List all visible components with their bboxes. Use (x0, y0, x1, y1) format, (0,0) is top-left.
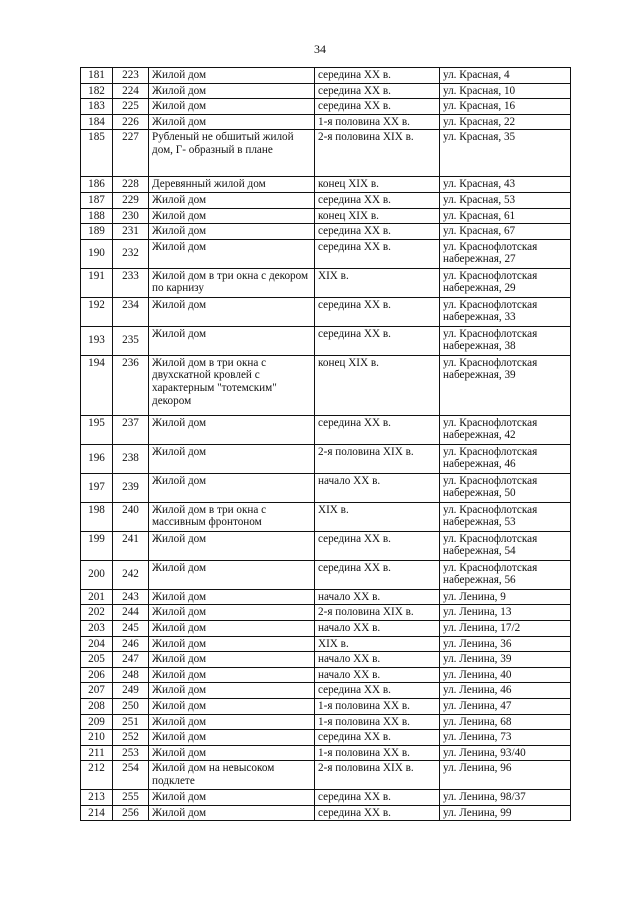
object-number-cell: 247 (113, 652, 149, 668)
object-number-cell: 223 (113, 68, 149, 84)
dating-cell: 2-я половина XIX в. (315, 130, 440, 177)
row-number-cell: 207 (81, 683, 113, 699)
object-name-cell: Жилой дом (149, 415, 315, 444)
object-name-cell: Жилой дом (149, 444, 315, 473)
table-row (81, 698, 571, 714)
table-row (81, 444, 571, 473)
object-number-cell: 237 (113, 415, 149, 444)
dating-cell: середина XX в. (315, 805, 440, 821)
object-number-cell: 252 (113, 730, 149, 746)
row-number-cell: 211 (81, 745, 113, 761)
object-number-cell: 244 (113, 605, 149, 621)
object-number-cell: 241 (113, 531, 149, 560)
table-row (81, 790, 571, 806)
object-number-cell: 230 (113, 208, 149, 224)
table-row (81, 473, 571, 502)
dating-cell: начало XX в. (315, 652, 440, 668)
object-number-cell: 235 (113, 326, 149, 355)
address-cell: ул. Ленина, 98/37 (440, 790, 571, 806)
object-name-cell: Жилой дом (149, 730, 315, 746)
dating-cell: 2-я половина XIX в. (315, 761, 440, 790)
table-row (81, 192, 571, 208)
dating-cell: начало XX в. (315, 620, 440, 636)
page-number: 34 (314, 42, 326, 56)
table-row (81, 68, 571, 84)
dating-cell: середина XX в. (315, 415, 440, 444)
address-cell: ул. Красная, 16 (440, 99, 571, 115)
address-cell: ул. Красная, 67 (440, 224, 571, 240)
object-name-cell: Рубленый не обшитый жилой дом, Г- образный в плане (149, 130, 315, 177)
dating-cell: конец XIX в. (315, 177, 440, 193)
row-number-cell: 201 (81, 589, 113, 605)
dating-cell: середина XX в. (315, 224, 440, 240)
dating-cell: середина XX в. (315, 326, 440, 355)
dating-cell: конец XIX в. (315, 355, 440, 415)
address-cell: ул. Краснофлотская набережная, 53 (440, 502, 571, 531)
object-number-cell: 238 (113, 444, 149, 473)
object-number-cell: 227 (113, 130, 149, 177)
dating-cell: середина XX в. (315, 730, 440, 746)
address-cell: ул. Ленина, 46 (440, 683, 571, 699)
dating-cell: 2-я половина XIX в. (315, 605, 440, 621)
row-number-cell: 182 (81, 83, 113, 99)
address-cell: ул. Краснофлотская набережная, 56 (440, 560, 571, 589)
table-row (81, 652, 571, 668)
row-number-cell: 185 (81, 130, 113, 177)
object-number-cell: 233 (113, 268, 149, 297)
object-name-cell: Жилой дом (149, 667, 315, 683)
object-name-cell: Жилой дом (149, 560, 315, 589)
table-row (81, 114, 571, 130)
dating-cell: середина XX в. (315, 560, 440, 589)
table-row (81, 239, 571, 268)
object-name-cell: Жилой дом (149, 698, 315, 714)
address-cell: ул. Краснофлотская набережная, 54 (440, 531, 571, 560)
object-number-cell: 253 (113, 745, 149, 761)
object-name-cell: Жилой дом (149, 683, 315, 699)
row-number-cell: 203 (81, 620, 113, 636)
object-name-cell: Жилой дом (149, 239, 315, 268)
row-number-cell: 213 (81, 790, 113, 806)
dating-cell: середина XX в. (315, 790, 440, 806)
dating-cell: середина XX в. (315, 683, 440, 699)
dating-cell: 1-я половина XX в. (315, 114, 440, 130)
row-number-cell: 198 (81, 502, 113, 531)
object-number-cell: 232 (113, 239, 149, 268)
address-cell: ул. Краснофлотская набережная, 50 (440, 473, 571, 502)
dating-cell: середина XX в. (315, 192, 440, 208)
dating-cell: начало XX в. (315, 589, 440, 605)
row-number-cell: 196 (81, 444, 113, 473)
object-name-cell: Жилой дом в три окна с декором по карнизу (149, 268, 315, 297)
object-name-cell: Жилой дом (149, 805, 315, 821)
table-row (81, 714, 571, 730)
row-number-cell: 200 (81, 560, 113, 589)
address-cell: ул. Ленина, 93/40 (440, 745, 571, 761)
address-cell: ул. Ленина, 39 (440, 652, 571, 668)
dating-cell: конец XIX в. (315, 208, 440, 224)
address-cell: ул. Ленина, 9 (440, 589, 571, 605)
table-row (81, 605, 571, 621)
object-number-cell: 226 (113, 114, 149, 130)
table-row (81, 805, 571, 821)
object-name-cell: Жилой дом (149, 114, 315, 130)
object-number-cell: 249 (113, 683, 149, 699)
address-cell: ул. Краснофлотская набережная, 27 (440, 239, 571, 268)
dating-cell: начало XX в. (315, 473, 440, 502)
address-cell: ул. Ленина, 47 (440, 698, 571, 714)
object-name-cell: Жилой дом (149, 652, 315, 668)
row-number-cell: 214 (81, 805, 113, 821)
row-number-cell: 204 (81, 636, 113, 652)
object-number-cell: 246 (113, 636, 149, 652)
address-cell: ул. Красная, 22 (440, 114, 571, 130)
object-name-cell: Жилой дом (149, 208, 315, 224)
object-name-cell: Жилой дом (149, 297, 315, 326)
dating-cell: 1-я половина XX в. (315, 698, 440, 714)
row-number-cell: 208 (81, 698, 113, 714)
object-name-cell: Жилой дом (149, 745, 315, 761)
dating-cell: XIX в. (315, 502, 440, 531)
object-number-cell: 228 (113, 177, 149, 193)
row-number-cell: 206 (81, 667, 113, 683)
object-name-cell: Деревянный жилой дом (149, 177, 315, 193)
row-number-cell: 183 (81, 99, 113, 115)
object-name-cell: Жилой дом (149, 636, 315, 652)
table-row (81, 326, 571, 355)
table-row (81, 730, 571, 746)
row-number-cell: 192 (81, 297, 113, 326)
dating-cell: середина XX в. (315, 297, 440, 326)
object-name-cell: Жилой дом (149, 83, 315, 99)
dating-cell: середина XX в. (315, 531, 440, 560)
object-name-cell: Жилой дом в три окна с массивным фронтоном (149, 502, 315, 531)
row-number-cell: 181 (81, 68, 113, 84)
row-number-cell: 190 (81, 239, 113, 268)
row-number-cell: 199 (81, 531, 113, 560)
row-number-cell: 209 (81, 714, 113, 730)
object-name-cell: Жилой дом (149, 531, 315, 560)
object-name-cell: Жилой дом (149, 326, 315, 355)
dating-cell: 1-я половина XX в. (315, 745, 440, 761)
table-row (81, 502, 571, 531)
object-name-cell: Жилой дом (149, 473, 315, 502)
table-row (81, 268, 571, 297)
address-cell: ул. Краснофлотская набережная, 39 (440, 355, 571, 415)
row-number-cell: 193 (81, 326, 113, 355)
table-row (81, 177, 571, 193)
address-cell: ул. Краснофлотская набережная, 46 (440, 444, 571, 473)
dating-cell: середина XX в. (315, 239, 440, 268)
table-row (81, 208, 571, 224)
row-number-cell: 195 (81, 415, 113, 444)
address-cell: ул. Красная, 4 (440, 68, 571, 84)
address-cell: ул. Ленина, 17/2 (440, 620, 571, 636)
table-row (81, 415, 571, 444)
table-row (81, 99, 571, 115)
dating-cell: XIX в. (315, 636, 440, 652)
address-cell: ул. Краснофлотская набережная, 33 (440, 297, 571, 326)
address-cell: ул. Краснофлотская набережная, 42 (440, 415, 571, 444)
object-number-cell: 251 (113, 714, 149, 730)
table-row (81, 224, 571, 240)
address-cell: ул. Ленина, 40 (440, 667, 571, 683)
row-number-cell: 187 (81, 192, 113, 208)
address-cell: ул. Ленина, 96 (440, 761, 571, 790)
table-row (81, 667, 571, 683)
row-number-cell: 189 (81, 224, 113, 240)
object-name-cell: Жилой дом (149, 605, 315, 621)
address-cell: ул. Ленина, 13 (440, 605, 571, 621)
object-name-cell: Жилой дом (149, 790, 315, 806)
table-row (81, 531, 571, 560)
object-name-cell: Жилой дом в три окна с двухскатной кровлей с характерным "тотемским" декором (149, 355, 315, 415)
row-number-cell: 188 (81, 208, 113, 224)
row-number-cell: 186 (81, 177, 113, 193)
address-cell: ул. Красная, 61 (440, 208, 571, 224)
address-cell: ул. Ленина, 99 (440, 805, 571, 821)
table-row (81, 83, 571, 99)
object-number-cell: 254 (113, 761, 149, 790)
object-number-cell: 236 (113, 355, 149, 415)
registry-table-body (81, 68, 571, 821)
object-name-cell: Жилой дом (149, 99, 315, 115)
object-number-cell: 224 (113, 83, 149, 99)
dating-cell: начало XX в. (315, 667, 440, 683)
object-number-cell: 242 (113, 560, 149, 589)
object-number-cell: 255 (113, 790, 149, 806)
object-number-cell: 234 (113, 297, 149, 326)
table-row (81, 745, 571, 761)
table-row (81, 589, 571, 605)
row-number-cell: 184 (81, 114, 113, 130)
table-row (81, 761, 571, 790)
row-number-cell: 194 (81, 355, 113, 415)
table-row (81, 620, 571, 636)
object-name-cell: Жилой дом (149, 589, 315, 605)
dating-cell: середина XX в. (315, 99, 440, 115)
object-name-cell: Жилой дом (149, 714, 315, 730)
address-cell: ул. Красная, 10 (440, 83, 571, 99)
dating-cell: середина XX в. (315, 83, 440, 99)
object-number-cell: 225 (113, 99, 149, 115)
table-row (81, 297, 571, 326)
object-number-cell: 231 (113, 224, 149, 240)
address-cell: ул. Ленина, 68 (440, 714, 571, 730)
table-row (81, 636, 571, 652)
object-name-cell: Жилой дом на невысоком подклете (149, 761, 315, 790)
heritage-registry-table (80, 67, 571, 821)
address-cell: ул. Красная, 43 (440, 177, 571, 193)
object-name-cell: Жилой дом (149, 224, 315, 240)
address-cell: ул. Краснофлотская набережная, 29 (440, 268, 571, 297)
dating-cell: 1-я половина XX в. (315, 714, 440, 730)
object-number-cell: 245 (113, 620, 149, 636)
row-number-cell: 202 (81, 605, 113, 621)
object-number-cell: 229 (113, 192, 149, 208)
table-row (81, 130, 571, 177)
address-cell: ул. Ленина, 36 (440, 636, 571, 652)
dating-cell: 2-я половина XIX в. (315, 444, 440, 473)
row-number-cell: 197 (81, 473, 113, 502)
dating-cell: середина XX в. (315, 68, 440, 84)
object-number-cell: 240 (113, 502, 149, 531)
table-row (81, 683, 571, 699)
address-cell: ул. Ленина, 73 (440, 730, 571, 746)
object-number-cell: 256 (113, 805, 149, 821)
object-number-cell: 250 (113, 698, 149, 714)
object-number-cell: 248 (113, 667, 149, 683)
table-row (81, 560, 571, 589)
row-number-cell: 210 (81, 730, 113, 746)
row-number-cell: 212 (81, 761, 113, 790)
address-cell: ул. Красная, 53 (440, 192, 571, 208)
object-name-cell: Жилой дом (149, 620, 315, 636)
object-name-cell: Жилой дом (149, 192, 315, 208)
row-number-cell: 205 (81, 652, 113, 668)
table-row (81, 355, 571, 415)
object-name-cell: Жилой дом (149, 68, 315, 84)
object-number-cell: 243 (113, 589, 149, 605)
address-cell: ул. Краснофлотская набережная, 38 (440, 326, 571, 355)
dating-cell: XIX в. (315, 268, 440, 297)
object-number-cell: 239 (113, 473, 149, 502)
row-number-cell: 191 (81, 268, 113, 297)
address-cell: ул. Красная, 35 (440, 130, 571, 177)
